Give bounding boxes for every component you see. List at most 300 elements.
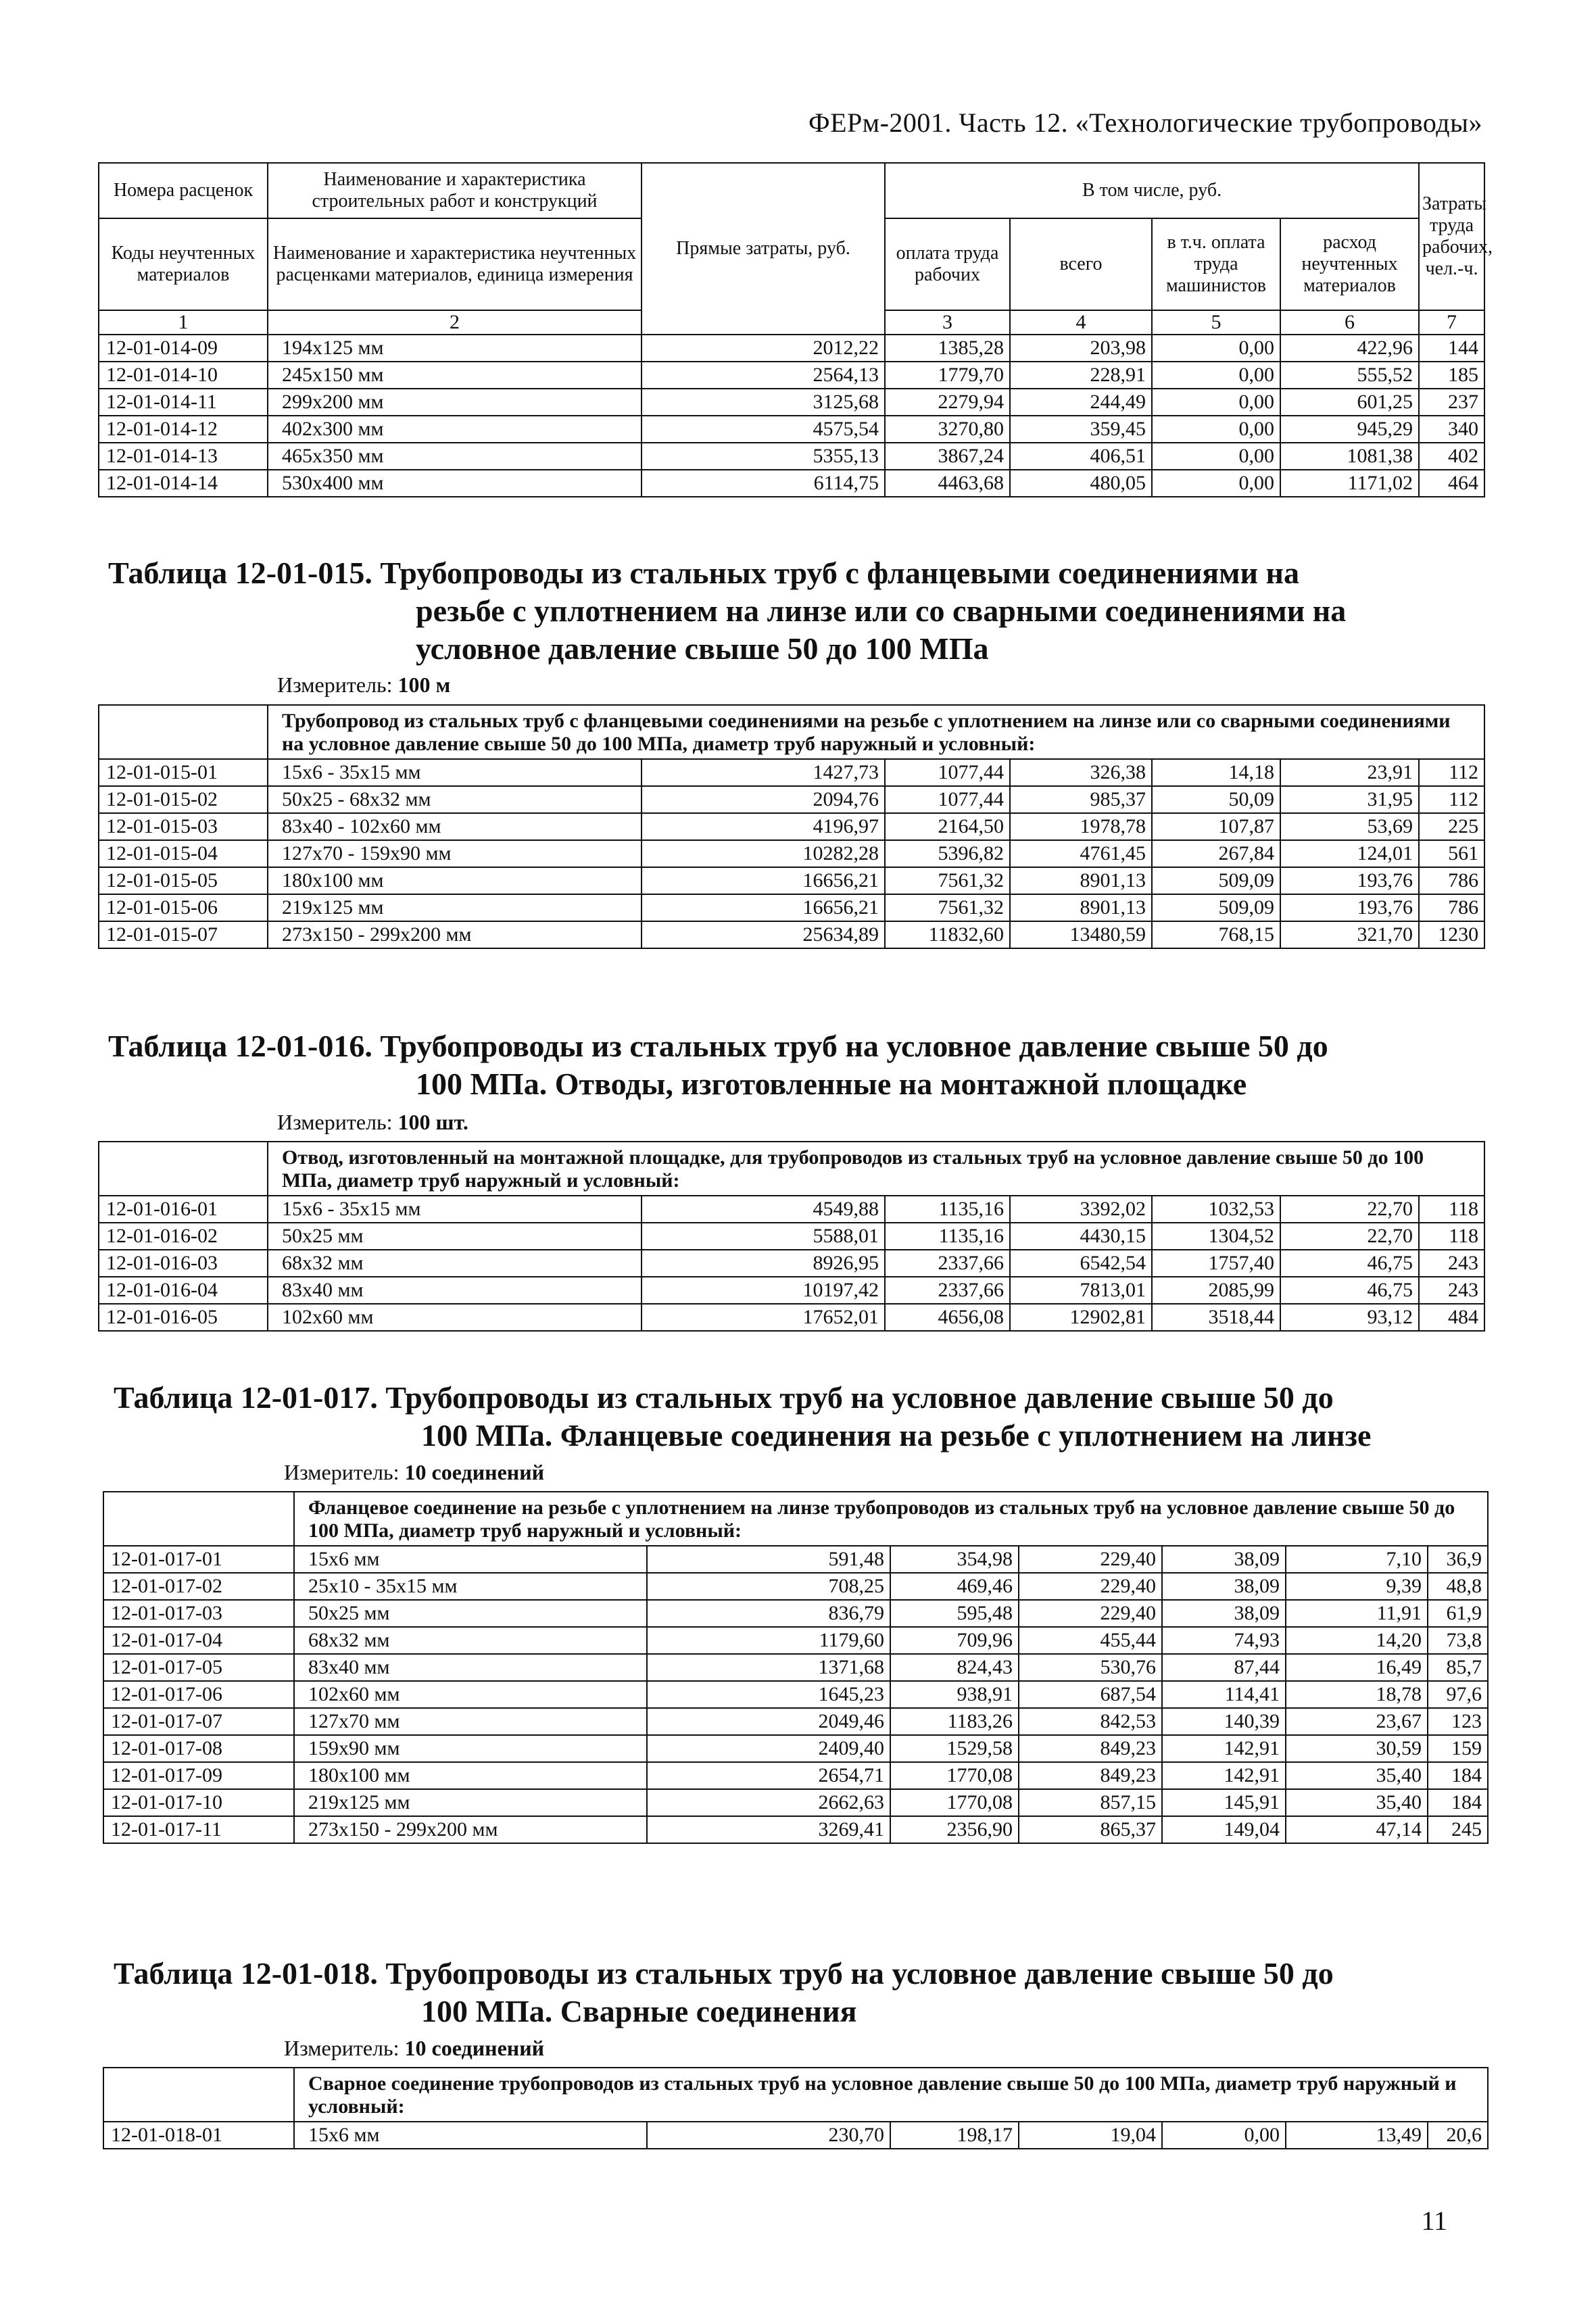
cell-direct-cost: 3269,41 <box>647 1816 890 1843</box>
cell-machinist-pay: 0,00 <box>1152 335 1280 362</box>
cell-rate-code: 12-01-015-03 <box>99 813 268 840</box>
cell-machines-total: 326,38 <box>1010 759 1152 786</box>
cell-machinist-pay: 87,44 <box>1162 1654 1286 1681</box>
cell-labor-hours: 61,9 <box>1428 1600 1488 1627</box>
cell-material-usage: 22,70 <box>1280 1223 1419 1250</box>
col-number: 5 <box>1152 310 1280 335</box>
cell-labor-hours: 402 <box>1419 443 1484 470</box>
cell-rate-code: 12-01-016-02 <box>99 1223 268 1250</box>
cell-direct-cost: 2654,71 <box>647 1762 890 1789</box>
cell-machinist-pay: 140,39 <box>1162 1708 1286 1735</box>
col-including-header: В том числе, руб. <box>885 163 1419 218</box>
cell-machinist-pay: 0,00 <box>1152 362 1280 389</box>
cell-rate-code: 12-01-017-08 <box>103 1735 294 1762</box>
rates-table-015 <box>98 704 1485 949</box>
cell-worker-pay: 1770,08 <box>890 1789 1019 1816</box>
cell-machines-total: 480,05 <box>1010 470 1152 497</box>
cell-rate-code: 12-01-015-05 <box>99 867 268 894</box>
cell-machines-total: 530,76 <box>1019 1654 1162 1681</box>
cell-worker-pay: 2356,90 <box>890 1816 1019 1843</box>
cell-rate-code: 12-01-016-01 <box>99 1196 268 1223</box>
cell-labor-hours: 20,6 <box>1428 2122 1488 2149</box>
cell-material-usage: 555,52 <box>1280 362 1419 389</box>
cell-material-usage: 124,01 <box>1280 840 1419 867</box>
cell-direct-cost: 2564,13 <box>642 362 885 389</box>
cell-rate-code: 12-01-017-10 <box>103 1789 294 1816</box>
cell-direct-cost: 1371,68 <box>647 1654 890 1681</box>
cell-material-usage: 601,25 <box>1280 389 1419 416</box>
table-row <box>99 759 1484 786</box>
cell-direct-cost: 2094,76 <box>642 786 885 813</box>
cell-worker-pay: 2337,66 <box>885 1277 1010 1304</box>
cell-direct-cost: 708,25 <box>647 1573 890 1600</box>
cell-material-usage: 46,75 <box>1280 1277 1419 1304</box>
cell-rate-code: 12-01-016-05 <box>99 1304 268 1331</box>
cell-direct-cost: 5588,01 <box>642 1223 885 1250</box>
cell-machines-total: 229,40 <box>1019 1573 1162 1600</box>
cell-machinist-pay: 3518,44 <box>1152 1304 1280 1331</box>
cell-dimension: 194x125 мм <box>268 335 642 362</box>
cell-machines-total: 849,23 <box>1019 1735 1162 1762</box>
cell-direct-cost: 5355,13 <box>642 443 885 470</box>
cell-direct-cost: 16656,21 <box>642 894 885 921</box>
cell-labor-hours: 144 <box>1419 335 1484 362</box>
cell-direct-cost: 2662,63 <box>647 1789 890 1816</box>
cell-direct-cost: 1179,60 <box>647 1627 890 1654</box>
cell-rate-code: 12-01-018-01 <box>103 2122 294 2149</box>
cell-rate-code: 12-01-015-06 <box>99 894 268 921</box>
cell-machinist-pay: 2085,99 <box>1152 1277 1280 1304</box>
cell-direct-cost: 6114,75 <box>642 470 885 497</box>
cell-worker-pay: 7561,32 <box>885 894 1010 921</box>
cell-direct-cost: 2012,22 <box>642 335 885 362</box>
cell-direct-cost: 230,70 <box>647 2122 890 2149</box>
cell-worker-pay: 1135,16 <box>885 1223 1010 1250</box>
cell-dimension: 219x125 мм <box>268 894 642 921</box>
cell-rate-code: 12-01-014-09 <box>99 335 268 362</box>
cell-direct-cost: 2409,40 <box>647 1735 890 1762</box>
rates-table-017 <box>103 1491 1489 1844</box>
cell-direct-cost: 3125,68 <box>642 389 885 416</box>
cell-rate-code: 12-01-014-12 <box>99 416 268 443</box>
cell-machines-total: 8901,13 <box>1010 867 1152 894</box>
cell-dimension: 25x10 - 35x15 мм <box>294 1573 647 1600</box>
table-018-group-row <box>103 2068 1488 2122</box>
cell-dimension: 465x350 мм <box>268 443 642 470</box>
cell-worker-pay: 3270,80 <box>885 416 1010 443</box>
cell-dimension: 15x6 - 35x15 мм <box>268 759 642 786</box>
cell-labor-hours: 1230 <box>1419 921 1484 948</box>
table-016-group-row <box>99 1142 1484 1196</box>
cell-material-usage: 35,40 <box>1286 1762 1428 1789</box>
cell-machines-total: 228,91 <box>1010 362 1152 389</box>
table-row <box>103 1789 1488 1816</box>
table-row <box>103 1654 1488 1681</box>
cell-rate-code: 12-01-017-05 <box>103 1654 294 1681</box>
cell-material-usage: 321,70 <box>1280 921 1419 948</box>
table-row <box>99 470 1484 497</box>
cell-dimension: 273x150 - 299x200 мм <box>294 1816 647 1843</box>
cell-direct-cost: 1645,23 <box>647 1681 890 1708</box>
cell-direct-cost: 4575,54 <box>642 416 885 443</box>
col-number: 3 <box>885 310 1010 335</box>
table-row <box>99 921 1484 948</box>
table-row <box>103 1627 1488 1654</box>
cell-machinist-pay: 1757,40 <box>1152 1250 1280 1277</box>
cell-material-usage: 14,20 <box>1286 1627 1428 1654</box>
cell-machinist-pay: 107,87 <box>1152 813 1280 840</box>
cell-dimension: 68x32 мм <box>294 1627 647 1654</box>
cell-machinist-pay: 768,15 <box>1152 921 1280 948</box>
cell-dimension: 219x125 мм <box>294 1789 647 1816</box>
table-row <box>99 443 1484 470</box>
cell-machines-total: 359,45 <box>1010 416 1152 443</box>
cell-direct-cost: 10197,42 <box>642 1277 885 1304</box>
cell-material-usage: 35,40 <box>1286 1789 1428 1816</box>
col-rate-number-header: Номера расценок <box>99 163 268 218</box>
cell-labor-hours: 243 <box>1419 1277 1484 1304</box>
col-material-name-header: Наименование и характеристика неучтенных расценками материалов, единица измерения <box>268 218 642 310</box>
table-row <box>99 416 1484 443</box>
cell-worker-pay: 7561,32 <box>885 867 1010 894</box>
table-row <box>103 1816 1488 1843</box>
table-row <box>99 867 1484 894</box>
table-015-title: Таблица 12-01-015. Трубопроводы из стальных труб с фланцевыми соединениями на резьбе с уплотнением на линзе или со сварными соединениями на условное давление свыше 50 до 100 МПа <box>108 556 1347 666</box>
table-018-title: Таблица 12-01-018. Трубопроводы из стальных труб на условное давление свыше 50 до 100 МПа. Сварные соединения <box>114 1956 1334 2028</box>
cell-dimension: 15x6 мм <box>294 2122 647 2149</box>
cell-machines-total: 7813,01 <box>1010 1277 1152 1304</box>
cell-material-usage: 31,95 <box>1280 786 1419 813</box>
cell-machines-total: 857,15 <box>1019 1789 1162 1816</box>
table-row <box>99 389 1484 416</box>
cell-dimension: 50x25 - 68x32 мм <box>268 786 642 813</box>
cell-dimension: 530x400 мм <box>268 470 642 497</box>
cell-labor-hours: 159 <box>1428 1735 1488 1762</box>
table-018-group-heading: Сварное соединение трубопроводов из стальных труб на условное давление свыше 50 до 100 МПа, диаметр труб наружный и условный: <box>294 2068 1488 2122</box>
cell-labor-hours: 184 <box>1428 1762 1488 1789</box>
table-row <box>103 1546 1488 1573</box>
cell-machines-total: 6542,54 <box>1010 1250 1152 1277</box>
table-015-group-row <box>99 705 1484 759</box>
cell-labor-hours: 118 <box>1419 1196 1484 1223</box>
running-header: ФЕРм-2001. Часть 12. «Технологические трубопроводы» <box>808 107 1482 138</box>
cell-rate-code: 12-01-017-02 <box>103 1573 294 1600</box>
cell-worker-pay: 824,43 <box>890 1654 1019 1681</box>
cell-material-usage: 46,75 <box>1280 1250 1419 1277</box>
cell-rate-code: 12-01-014-11 <box>99 389 268 416</box>
cell-worker-pay: 469,46 <box>890 1573 1019 1600</box>
cell-worker-pay: 709,96 <box>890 1627 1019 1654</box>
cell-labor-hours: 36,9 <box>1428 1546 1488 1573</box>
cell-machines-total: 406,51 <box>1010 443 1152 470</box>
cell-dimension: 180x100 мм <box>294 1762 647 1789</box>
cell-labor-hours: 464 <box>1419 470 1484 497</box>
cell-worker-pay: 2279,94 <box>885 389 1010 416</box>
cell-machinist-pay: 509,09 <box>1152 867 1280 894</box>
cell-material-usage: 30,59 <box>1286 1735 1428 1762</box>
cell-material-usage: 1081,38 <box>1280 443 1419 470</box>
cell-worker-pay: 5396,82 <box>885 840 1010 867</box>
table-row <box>99 335 1484 362</box>
cell-worker-pay: 2164,50 <box>885 813 1010 840</box>
cell-material-usage: 9,39 <box>1286 1573 1428 1600</box>
cell-machines-total: 13480,59 <box>1010 921 1152 948</box>
table-row <box>103 2122 1488 2149</box>
cell-worker-pay: 1779,70 <box>885 362 1010 389</box>
col-number: 1 <box>99 310 268 335</box>
table-row <box>103 1573 1488 1600</box>
cell-rate-code: 12-01-015-07 <box>99 921 268 948</box>
cell-material-usage: 23,91 <box>1280 759 1419 786</box>
cell-labor-hours: 85,7 <box>1428 1654 1488 1681</box>
group-spacer <box>99 1142 268 1196</box>
cell-rate-code: 12-01-016-03 <box>99 1250 268 1277</box>
col-work-name-header: Наименование и характеристика строительных работ и конструкций <box>268 163 642 218</box>
cell-material-usage: 193,76 <box>1280 867 1419 894</box>
group-spacer <box>103 2068 294 2122</box>
cell-dimension: 68x32 мм <box>268 1250 642 1277</box>
cell-labor-hours: 237 <box>1419 389 1484 416</box>
rates-table-018 <box>103 2067 1489 2149</box>
cell-material-usage: 945,29 <box>1280 416 1419 443</box>
cell-machinist-pay: 149,04 <box>1162 1816 1286 1843</box>
cell-machines-total: 849,23 <box>1019 1762 1162 1789</box>
table-015-measure: Измеритель: 100 м <box>277 673 451 697</box>
group-spacer <box>103 1492 294 1546</box>
cell-material-usage: 422,96 <box>1280 335 1419 362</box>
table-016-title: Таблица 12-01-016. Трубопроводы из стальных труб на условное давление свыше 50 до 100 МПа. Отводы, изготовленные на монтажной площадке <box>108 1029 1328 1101</box>
cell-machinist-pay: 0,00 <box>1162 2122 1286 2149</box>
cell-machines-total: 203,98 <box>1010 335 1152 362</box>
cell-material-usage: 1171,02 <box>1280 470 1419 497</box>
col-number: 6 <box>1280 310 1419 335</box>
cell-dimension: 15x6 - 35x15 мм <box>268 1196 642 1223</box>
cell-direct-cost: 836,79 <box>647 1600 890 1627</box>
cell-machines-total: 865,37 <box>1019 1816 1162 1843</box>
table-row <box>103 1600 1488 1627</box>
col-number: 2 <box>268 310 642 335</box>
cell-worker-pay: 1077,44 <box>885 786 1010 813</box>
cell-dimension: 127x70 - 159x90 мм <box>268 840 642 867</box>
table-015-group-heading: Трубопровод из стальных труб с фланцевыми соединениями на резьбе с уплотнением на линзе или со сварными соединениями на условное давление свыше 50 до 100 МПа, диаметр труб наружный и условный: <box>268 705 1484 759</box>
cell-rate-code: 12-01-017-11 <box>103 1816 294 1843</box>
table-row <box>103 1708 1488 1735</box>
cell-dimension: 83x40 - 102x60 мм <box>268 813 642 840</box>
cell-rate-code: 12-01-016-04 <box>99 1277 268 1304</box>
cell-machines-total: 687,54 <box>1019 1681 1162 1708</box>
cell-machines-total: 842,53 <box>1019 1708 1162 1735</box>
cell-material-usage: 18,78 <box>1286 1681 1428 1708</box>
table-row <box>99 840 1484 867</box>
cell-labor-hours: 184 <box>1428 1789 1488 1816</box>
cell-machinist-pay: 0,00 <box>1152 443 1280 470</box>
cell-direct-cost: 1427,73 <box>642 759 885 786</box>
cell-machinist-pay: 0,00 <box>1152 389 1280 416</box>
cell-labor-hours: 97,6 <box>1428 1681 1488 1708</box>
cell-machines-total: 4430,15 <box>1010 1223 1152 1250</box>
page-number: 11 <box>1421 2206 1447 2236</box>
col-worker-pay-header: оплата труда рабочих <box>885 218 1010 310</box>
cell-direct-cost: 10282,28 <box>642 840 885 867</box>
cell-rate-code: 12-01-017-09 <box>103 1762 294 1789</box>
cell-direct-cost: 25634,89 <box>642 921 885 948</box>
cell-dimension: 159x90 мм <box>294 1735 647 1762</box>
cell-dimension: 50x25 мм <box>294 1600 647 1627</box>
col-direct-cost-header: Прямые затраты, руб. <box>642 163 885 335</box>
cell-dimension: 50x25 мм <box>268 1223 642 1250</box>
cell-worker-pay: 1385,28 <box>885 335 1010 362</box>
cell-direct-cost: 8926,95 <box>642 1250 885 1277</box>
cell-machinist-pay: 509,09 <box>1152 894 1280 921</box>
cell-worker-pay: 938,91 <box>890 1681 1019 1708</box>
cell-machines-total: 3392,02 <box>1010 1196 1152 1223</box>
table-017-group-heading: Фланцевое соединение на резьбе с уплотнением на линзе трубопроводов из стальных труб на условное давление свыше 50 до 100 МПа, диаметр труб наружный и условный: <box>294 1492 1488 1546</box>
cell-labor-hours: 118 <box>1419 1223 1484 1250</box>
cell-direct-cost: 4549,88 <box>642 1196 885 1223</box>
cell-machinist-pay: 142,91 <box>1162 1735 1286 1762</box>
cell-labor-hours: 185 <box>1419 362 1484 389</box>
cell-dimension: 102x60 мм <box>268 1304 642 1331</box>
cell-dimension: 15x6 мм <box>294 1546 647 1573</box>
cell-machinist-pay: 14,18 <box>1152 759 1280 786</box>
cell-worker-pay: 1183,26 <box>890 1708 1019 1735</box>
cell-machines-total: 455,44 <box>1019 1627 1162 1654</box>
cell-machines-total: 1978,78 <box>1010 813 1152 840</box>
cell-rate-code: 12-01-014-14 <box>99 470 268 497</box>
col-labor-header: Затраты труда рабочих, чел.-ч. <box>1419 163 1484 310</box>
cell-material-usage: 7,10 <box>1286 1546 1428 1573</box>
cell-machinist-pay: 145,91 <box>1162 1789 1286 1816</box>
cell-rate-code: 12-01-015-01 <box>99 759 268 786</box>
cell-worker-pay: 4656,08 <box>885 1304 1010 1331</box>
cell-direct-cost: 17652,01 <box>642 1304 885 1331</box>
cell-dimension: 127x70 мм <box>294 1708 647 1735</box>
cell-machines-total: 229,40 <box>1019 1546 1162 1573</box>
cell-machinist-pay: 38,09 <box>1162 1573 1286 1600</box>
cell-labor-hours: 123 <box>1428 1708 1488 1735</box>
cell-machines-total: 229,40 <box>1019 1600 1162 1627</box>
cell-material-usage: 47,14 <box>1286 1816 1428 1843</box>
cell-direct-cost: 591,48 <box>647 1546 890 1573</box>
table-row <box>99 1304 1484 1331</box>
table-016-group-heading: Отвод, изготовленный на монтажной площадке, для трубопроводов из стальных труб на условное давление свыше 50 до 100 МПа, диаметр труб наружный и условный: <box>268 1142 1484 1196</box>
cell-worker-pay: 1770,08 <box>890 1762 1019 1789</box>
cell-dimension: 402x300 мм <box>268 416 642 443</box>
table-row <box>99 1277 1484 1304</box>
cell-machinist-pay: 0,00 <box>1152 416 1280 443</box>
cell-rate-code: 12-01-017-03 <box>103 1600 294 1627</box>
cell-labor-hours: 484 <box>1419 1304 1484 1331</box>
cell-machines-total: 8901,13 <box>1010 894 1152 921</box>
cell-labor-hours: 112 <box>1419 759 1484 786</box>
col-material-code-header: Коды неучтенных материалов <box>99 218 268 310</box>
cell-worker-pay: 4463,68 <box>885 470 1010 497</box>
table-018-measure: Измеритель: 10 соединений <box>284 2036 545 2060</box>
cell-worker-pay: 3867,24 <box>885 443 1010 470</box>
cell-machines-total: 985,37 <box>1010 786 1152 813</box>
cell-worker-pay: 11832,60 <box>885 921 1010 948</box>
cell-labor-hours: 73,8 <box>1428 1627 1488 1654</box>
table-row <box>99 362 1484 389</box>
cell-rate-code: 12-01-017-04 <box>103 1627 294 1654</box>
cell-machines-total: 12902,81 <box>1010 1304 1152 1331</box>
cell-rate-code: 12-01-015-04 <box>99 840 268 867</box>
cell-worker-pay: 198,17 <box>890 2122 1019 2149</box>
cell-machinist-pay: 38,09 <box>1162 1546 1286 1573</box>
cell-labor-hours: 786 <box>1419 867 1484 894</box>
col-material-usage-header: расход неучтенных материалов <box>1280 218 1419 310</box>
cell-rate-code: 12-01-014-10 <box>99 362 268 389</box>
cell-rate-code: 12-01-017-06 <box>103 1681 294 1708</box>
table-017-group-row <box>103 1492 1488 1546</box>
cell-dimension: 83x40 мм <box>294 1654 647 1681</box>
col-machinist-pay-header: в т.ч. оплата труда машинистов <box>1152 218 1280 310</box>
cell-labor-hours: 340 <box>1419 416 1484 443</box>
cell-worker-pay: 1529,58 <box>890 1735 1019 1762</box>
table-row <box>99 786 1484 813</box>
cell-machinist-pay: 1032,53 <box>1152 1196 1280 1223</box>
cell-machinist-pay: 38,09 <box>1162 1600 1286 1627</box>
cell-labor-hours: 786 <box>1419 894 1484 921</box>
cell-material-usage: 13,49 <box>1286 2122 1428 2149</box>
cell-material-usage: 193,76 <box>1280 894 1419 921</box>
table-row <box>99 1196 1484 1223</box>
rates-table-016 <box>98 1141 1485 1332</box>
table-016-measure: Измеритель: 100 шт. <box>277 1110 468 1134</box>
cell-dimension: 299x200 мм <box>268 389 642 416</box>
cell-dimension: 273x150 - 299x200 мм <box>268 921 642 948</box>
cell-labor-hours: 245 <box>1428 1816 1488 1843</box>
cell-direct-cost: 2049,46 <box>647 1708 890 1735</box>
table-row <box>103 1681 1488 1708</box>
cell-dimension: 83x40 мм <box>268 1277 642 1304</box>
cell-machinist-pay: 1304,52 <box>1152 1223 1280 1250</box>
cell-rate-code: 12-01-017-07 <box>103 1708 294 1735</box>
cell-rate-code: 12-01-015-02 <box>99 786 268 813</box>
cell-machines-total: 244,49 <box>1010 389 1152 416</box>
cell-worker-pay: 2337,66 <box>885 1250 1010 1277</box>
cell-direct-cost: 4196,97 <box>642 813 885 840</box>
table-row <box>99 813 1484 840</box>
cell-material-usage: 11,91 <box>1286 1600 1428 1627</box>
cell-material-usage: 16,49 <box>1286 1654 1428 1681</box>
table-row <box>99 894 1484 921</box>
cell-machinist-pay: 267,84 <box>1152 840 1280 867</box>
table-017-measure: Измеритель: 10 соединений <box>284 1460 545 1484</box>
cell-rate-code: 12-01-014-13 <box>99 443 268 470</box>
cell-rate-code: 12-01-017-01 <box>103 1546 294 1573</box>
cell-labor-hours: 225 <box>1419 813 1484 840</box>
cell-dimension: 102x60 мм <box>294 1681 647 1708</box>
cell-machinist-pay: 0,00 <box>1152 470 1280 497</box>
table-row <box>103 1735 1488 1762</box>
cell-dimension: 180x100 мм <box>268 867 642 894</box>
cell-machines-total: 19,04 <box>1019 2122 1162 2149</box>
cell-material-usage: 22,70 <box>1280 1196 1419 1223</box>
cell-worker-pay: 1135,16 <box>885 1196 1010 1223</box>
table-017-title: Таблица 12-01-017. Трубопроводы из стальных труб на условное давление свыше 50 до 100 МПа. Фланцевые соединения на резьбе с уплотнением на линзе <box>114 1380 1372 1453</box>
cell-material-usage: 53,69 <box>1280 813 1419 840</box>
table-row <box>99 1250 1484 1277</box>
cell-machinist-pay: 114,41 <box>1162 1681 1286 1708</box>
cell-machinist-pay: 142,91 <box>1162 1762 1286 1789</box>
cell-labor-hours: 48,8 <box>1428 1573 1488 1600</box>
cell-material-usage: 93,12 <box>1280 1304 1419 1331</box>
rates-table-014 <box>98 162 1493 497</box>
cell-labor-hours: 561 <box>1419 840 1484 867</box>
col-machines-total-header: всего <box>1010 218 1152 310</box>
table-row <box>103 1762 1488 1789</box>
